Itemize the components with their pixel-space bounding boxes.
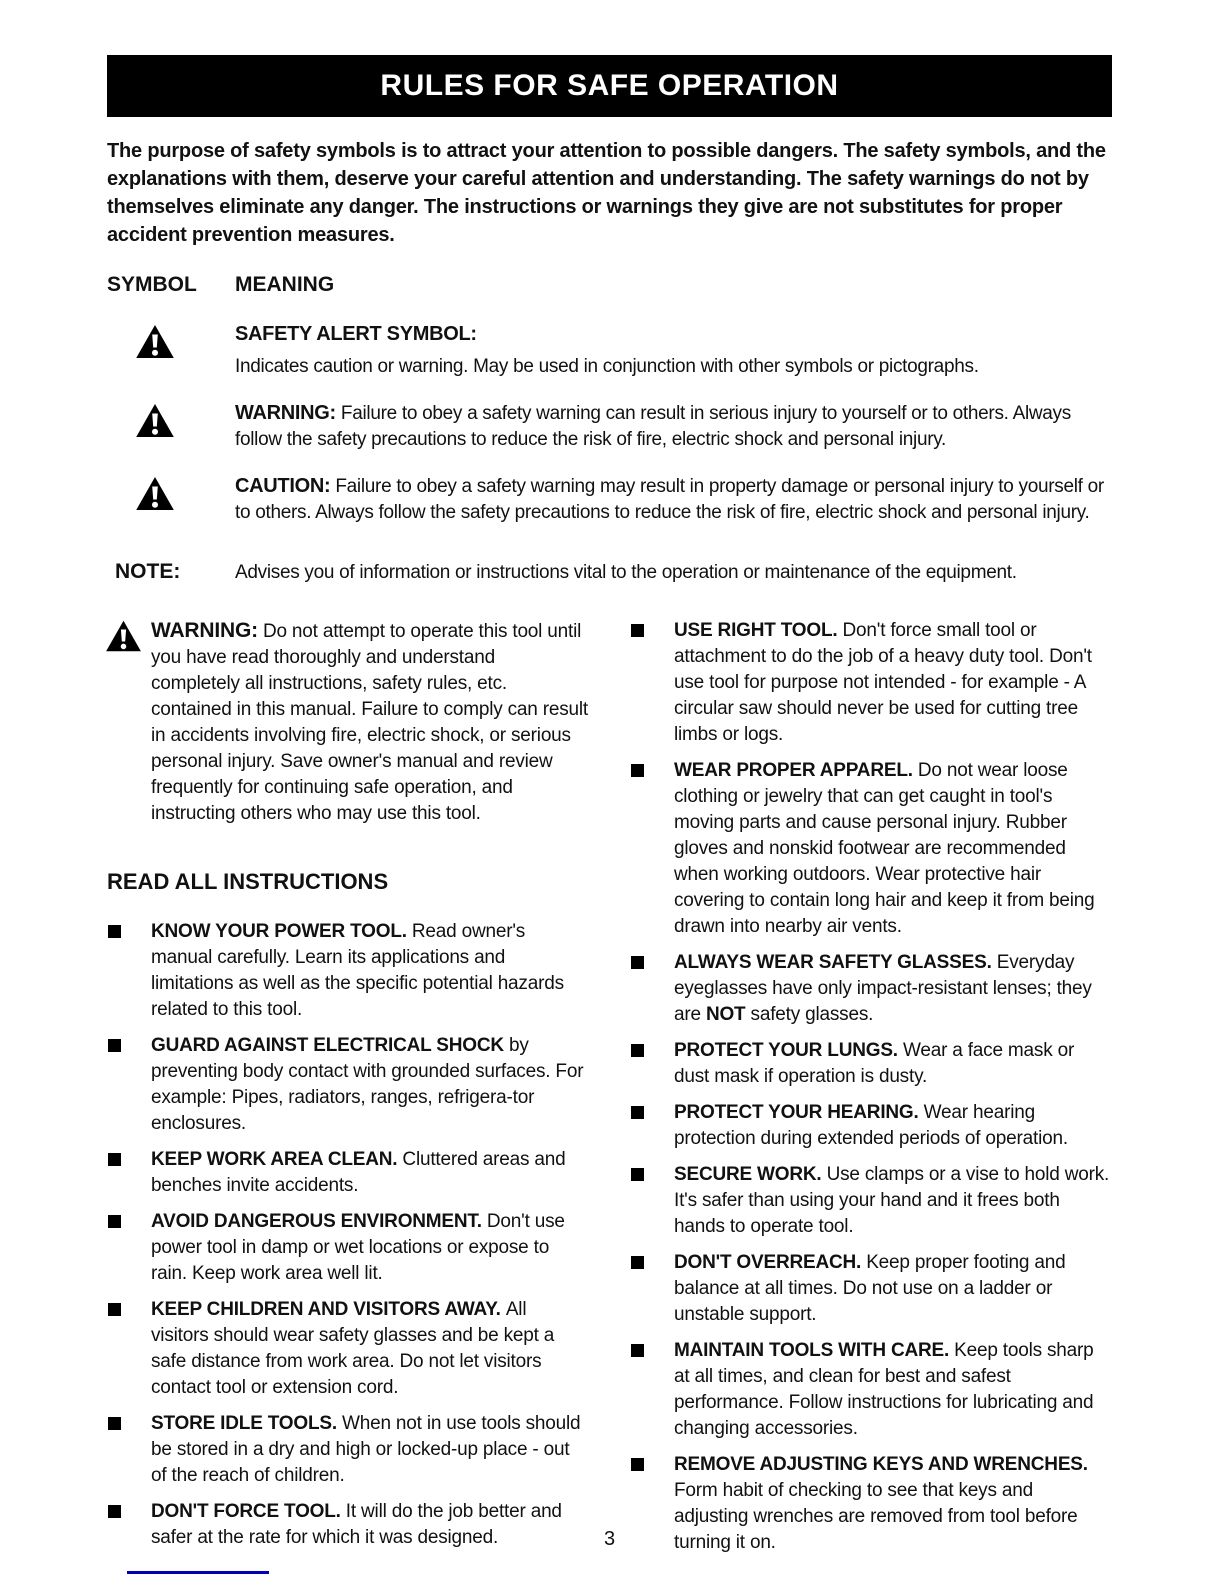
instruction-text: USE RIGHT TOOL. Don't force small tool or attachment to do the job of a heavy duty tool. Don't use tool for purpose not intended - for example - A circular saw should never be used for cutting tree limbs or logs. [674, 620, 1092, 745]
instruction-item [107, 919, 588, 1023]
instruction-item [630, 1162, 1111, 1240]
instruction-item [107, 1147, 588, 1199]
square-bullet-icon [631, 1458, 644, 1471]
safety-alert-triangle-icon [135, 323, 235, 360]
warning-paragraph-triangle-icon [105, 619, 142, 653]
safety-alert-text: Indicates caution or warning. May be used in conjunction with other symbols or pictographs. [235, 356, 979, 377]
page-title: RULES FOR SAFE OPERATION [380, 69, 839, 102]
warning-text: Failure to obey a safety warning can result in serious injury to yourself or to others. Always follow the safety precautions to reduce the risk of fire, electric shock and personal injury. [235, 403, 1071, 450]
square-bullet-icon [631, 1106, 644, 1119]
square-bullet-icon [108, 1303, 121, 1316]
instruction-text: KEEP CHILDREN AND VISITORS AWAY. All visitors should wear safety glasses and be kept a safe distance from work area. Do not let visitors contact tool or extension cord. [151, 1299, 555, 1398]
page-number: 3 [603, 1528, 616, 1550]
square-bullet-icon [631, 1168, 644, 1181]
instruction-text: KEEP WORK AREA CLEAN. Cluttered areas and benches invite accidents. [151, 1149, 566, 1196]
caution-title: CAUTION: [235, 475, 331, 497]
warning-title: WARNING: [235, 402, 336, 424]
instruction-text: PROTECT YOUR LUNGS. Wear a face mask or dust mask if operation is dusty. [674, 1040, 1075, 1087]
instruction-item [107, 1033, 588, 1137]
caution-triangle-icon [135, 475, 235, 512]
instruction-text: WEAR PROPER APPAREL. Do not wear loose clothing or jewelry that can get caught in tool's moving parts and cause personal injury. Rubber gloves and nonskid footwear are recommended when working outdoors. Wear protective hair covering to contain long hair and keep it from being drawn into nearby air vents. [674, 760, 1095, 937]
instructions-list-right [630, 618, 1111, 1556]
instruction-item [630, 618, 1111, 748]
symbol-column-header: SYMBOL [107, 273, 197, 296]
note-label: NOTE: [115, 560, 181, 583]
symbol-row-warning [107, 400, 1112, 453]
square-bullet-icon [631, 1256, 644, 1269]
symbol-row-safety-alert [107, 321, 1112, 380]
square-bullet-icon [108, 1153, 121, 1166]
square-bullet-icon [631, 956, 644, 969]
instruction-text: AVOID DANGEROUS ENVIRONMENT. Don't use power tool in damp or wet locations or expose to rain. Keep work area well lit. [151, 1211, 565, 1284]
instruction-text: MAINTAIN TOOLS WITH CARE. Keep tools sharp at all times, and clean for best and safest performance. Follow instructions for lubricating and changing accessories. [674, 1340, 1094, 1439]
warning-triangle-icon [135, 402, 235, 439]
square-bullet-icon [108, 1039, 121, 1052]
instruction-item [630, 758, 1111, 940]
symbol-row-caution [107, 473, 1112, 526]
meaning-column-header: MEANING [235, 273, 335, 296]
symbol-meaning-header [107, 273, 1112, 297]
square-bullet-icon [631, 624, 644, 637]
document-page [107, 55, 1112, 1566]
instruction-text: DON'T FORCE TOOL. It will do the job better and safer at the rate for which it was designed. [151, 1501, 562, 1548]
instruction-text: REMOVE ADJUSTING KEYS AND WRENCHES. Form habit of checking to see that keys and adjusting wrenches are removed from tool before turning it on. [674, 1454, 1088, 1553]
read-all-instructions-heading: READ ALL INSTRUCTIONS [107, 869, 389, 894]
instruction-text: PROTECT YOUR HEARING. Wear hearing protection during extended periods of operation. [674, 1102, 1068, 1149]
instruction-item [107, 1209, 588, 1287]
warning-paragraph [107, 618, 588, 827]
instruction-text: DON'T OVERREACH. Keep proper footing and balance at all times. Do not use on a ladder or unstable support. [674, 1252, 1066, 1325]
instruction-item [630, 950, 1111, 1028]
footer-blue-line-decoration [127, 1571, 269, 1574]
instruction-text: STORE IDLE TOOLS. When not in use tools should be stored in a dry and high or locked-up place - out of the reach of children. [151, 1413, 581, 1486]
square-bullet-icon [108, 1215, 121, 1228]
left-column [107, 618, 588, 1566]
instruction-item [630, 1338, 1111, 1442]
intro-paragraph: The purpose of safety symbols is to attract your attention to possible dangers. The safety symbols, and the explanations with them, deserve your careful attention and understanding. The safety warnings do not by themselves eliminate any danger. The instructions or warnings they give are not substitutes for proper accident prevention measures. [107, 140, 1106, 246]
square-bullet-icon [108, 1417, 121, 1430]
page-title-bar [107, 55, 1112, 117]
note-text: Advises you of information or instructions vital to the operation or maintenance of the equipment. [235, 562, 1017, 583]
right-column [630, 618, 1111, 1566]
instructions-list-left [107, 919, 588, 1551]
square-bullet-icon [631, 1344, 644, 1357]
instruction-text: ALWAYS WEAR SAFETY GLASSES. Everyday eyeglasses have only impact-resistant lenses; they are NOT safety glasses. [674, 952, 1092, 1025]
warning-paragraph-lead: WARNING: [151, 619, 258, 642]
instruction-text: GUARD AGAINST ELECTRICAL SHOCK by preventing body contact with grounded surfaces. For example: Pipes, radiators, ranges, refrigera-tor enclosures. [151, 1035, 584, 1134]
instruction-item [630, 1100, 1111, 1152]
square-bullet-icon [631, 1044, 644, 1057]
square-bullet-icon [631, 764, 644, 777]
instruction-item [630, 1038, 1111, 1090]
caution-text: Failure to obey a safety warning may result in property damage or personal injury to yourself or to others. Always follow the safety precautions to reduce the risk of fire, electric shock and personal injury. [235, 476, 1104, 523]
square-bullet-icon [108, 925, 121, 938]
two-column-section [107, 618, 1112, 1566]
instruction-item [630, 1250, 1111, 1328]
instruction-item [107, 1411, 588, 1489]
instruction-item [107, 1297, 588, 1401]
square-bullet-icon [108, 1505, 121, 1518]
instruction-text: KNOW YOUR POWER TOOL. Read owner's manual carefully. Learn its applications and limitations as well as the specific potential hazards related to this tool. [151, 921, 564, 1020]
warning-paragraph-text: Do not attempt to operate this tool until you have read thoroughly and understand completely all instructions, safety rules, etc. contained in this manual. Failure to comply can result in accidents involving fire, electric shock, or serious personal injury. Save owner's manual and review frequently for continuing safe operation, and instructing others who may use this tool. [151, 621, 588, 824]
note-row [107, 560, 1112, 586]
instruction-text: SECURE WORK. Use clamps or a vise to hold work. It's safer than using your hand and it frees both hands to operate tool. [674, 1164, 1110, 1237]
safety-alert-title: SAFETY ALERT SYMBOL: [235, 323, 477, 345]
